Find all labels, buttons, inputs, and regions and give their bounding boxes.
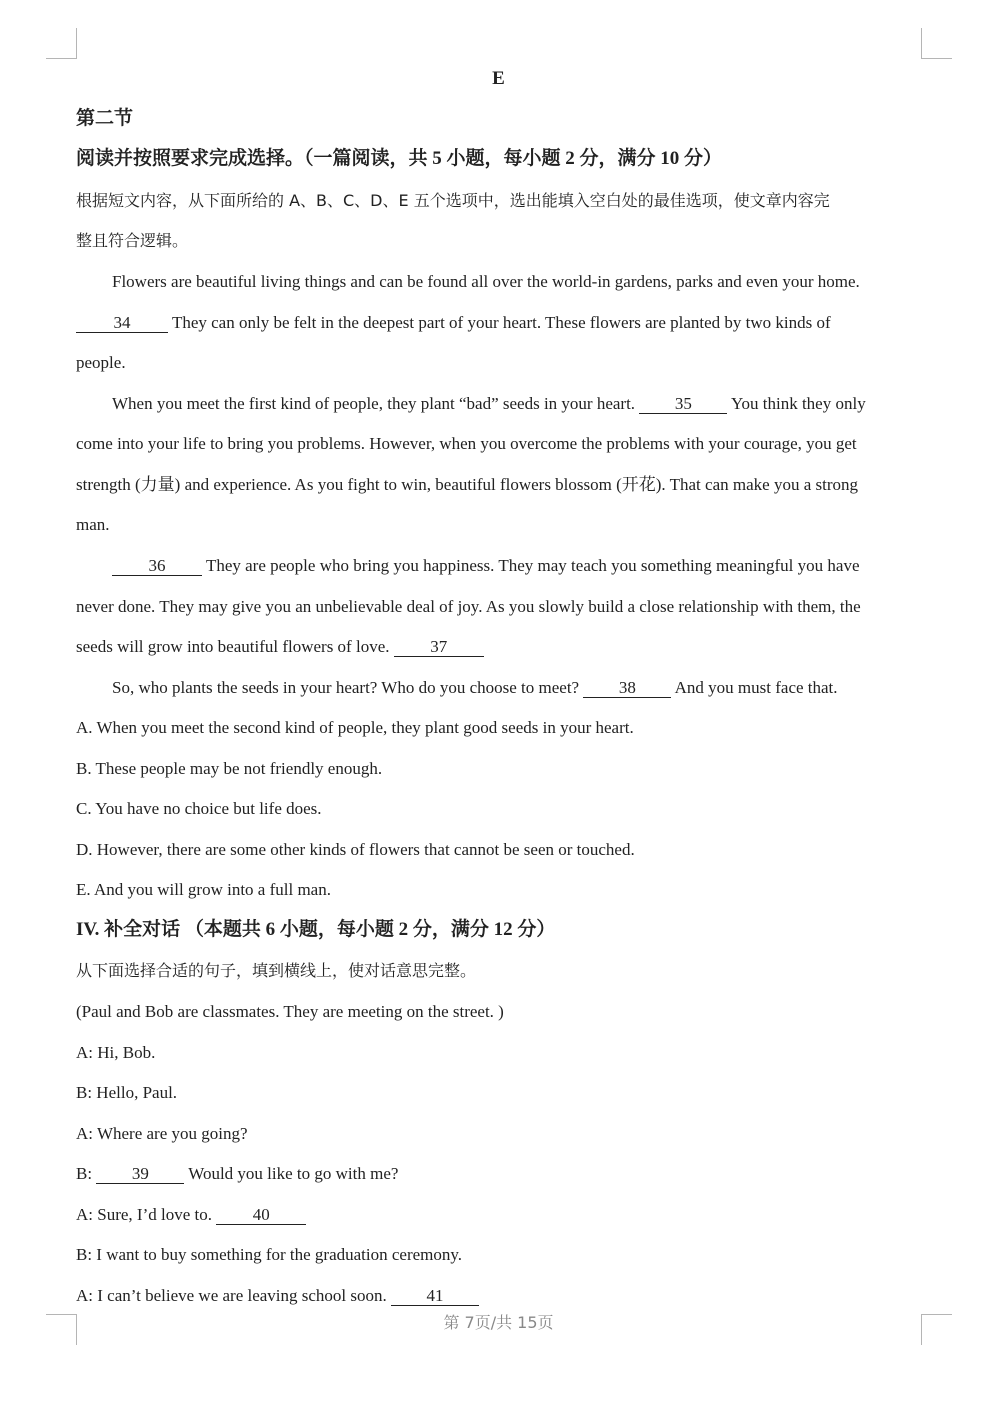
crop-mark-top-right: [921, 28, 952, 59]
dialog-line-4-speaker: B:: [76, 1164, 93, 1183]
section-title: 第二节: [76, 108, 134, 129]
option-d: D. However, there are some other kinds of flowers that cannot be seen or touched.: [76, 840, 635, 859]
paragraph-4-line-1-text-a: So, who plants the seeds in your heart? Who do you choose to meet?: [112, 678, 580, 697]
paragraph-3-line-3: [76, 636, 484, 658]
dialog-line-1: A: Hi, Bob.: [76, 1043, 156, 1062]
paragraph-1-line-2-text: They can only be felt in the deepest part of your heart. These flowers are planted by two kinds of: [171, 313, 831, 332]
option-b: B. These people may be not friendly enough.: [76, 759, 383, 778]
paragraph-4-line-1-text-b: And you must face that.: [674, 678, 838, 697]
option-e: E. And you will grow into a full man.: [76, 880, 331, 899]
dialog-line-6: B: I want to buy something for the graduation ceremony.: [76, 1245, 463, 1264]
part-4-header: IV. 补全对话 （本题共 6 小题，每小题 2 分，满分 12 分）: [76, 919, 556, 940]
dialog-line-5-text: A: Sure, I’d love to.: [76, 1205, 212, 1224]
paragraph-1-line-3: people.: [76, 353, 126, 372]
paragraph-2-line-1-text-b: You think they only: [730, 394, 866, 413]
blank-38[interactable]: 38: [583, 679, 671, 698]
paragraph-3-line-1-text: They are people who bring you happiness. They may teach you something meaningful you have: [205, 556, 860, 575]
paragraph-2-line-4: man.: [76, 515, 110, 534]
paragraph-2-line-3: strength (力量) and experience. As you fight to win, beautiful flowers blossom (开花). That can make you a strong: [76, 475, 858, 494]
dialog-line-3: A: Where are you going?: [76, 1124, 248, 1143]
crop-mark-top-left: [46, 28, 77, 59]
paragraph-2-line-1: [112, 393, 866, 415]
paragraph-2-line-2: come into your life to bring you problems. However, when you overcome the problems with your courage, you get: [76, 434, 857, 453]
dialog-line-4: [76, 1163, 398, 1185]
dialog-line-7: [76, 1285, 479, 1307]
part-4-instruction: 从下面选择合适的句子，填到横线上，使对话意思完整。: [76, 961, 477, 980]
dialog-intro: (Paul and Bob are classmates. They are meeting on the street. ): [76, 1002, 504, 1021]
section-letter: E: [492, 68, 505, 89]
dialog-line-2: B: Hello, Paul.: [76, 1083, 178, 1102]
dialog-line-5: [76, 1204, 306, 1226]
option-a: A. When you meet the second kind of people, they plant good seeds in your heart.: [76, 718, 634, 737]
reading-instruction-line-1: 根据短文内容，从下面所给的 A、B、C、D、E 五个选项中，选出能填入空白处的最佳选项，使文章内容完: [76, 191, 830, 210]
reading-instruction-line-2: 整且符合逻辑。: [76, 231, 189, 250]
paragraph-1-line-1: Flowers are beautiful living things and can be found all over the world-in gardens, parks and even your home.: [112, 272, 860, 291]
blank-35[interactable]: 35: [639, 395, 727, 414]
dialog-line-4-text: Would you like to go with me?: [188, 1164, 399, 1183]
dialog-line-7-text: A: I can’t believe we are leaving school soon.: [76, 1286, 387, 1305]
paragraph-3-line-2: never done. They may give you an unbelievable deal of joy. As you slowly build a close relationship with them, the: [76, 597, 861, 616]
blank-34[interactable]: 34: [76, 314, 168, 333]
paragraph-2-line-1-text-a: When you meet the first kind of people, they plant “bad” seeds in your heart.: [112, 394, 636, 413]
paragraph-4-line-1: [112, 677, 838, 699]
paragraph-3-line-1: [112, 555, 860, 577]
blank-40[interactable]: 40: [216, 1206, 306, 1225]
reading-header: 阅读并按照要求完成选择。（一篇阅读，共 5 小题，每小题 2 分，满分 10 分）: [76, 148, 723, 169]
paragraph-1-line-2: [76, 312, 831, 334]
page-footer: 第 7页/共 15页: [443, 1313, 554, 1332]
blank-41[interactable]: 41: [391, 1287, 479, 1306]
blank-39[interactable]: 39: [96, 1165, 184, 1184]
blank-37[interactable]: 37: [394, 638, 484, 657]
paragraph-3-line-3-text: seeds will grow into beautiful flowers of love.: [76, 637, 390, 656]
blank-36[interactable]: 36: [112, 557, 202, 576]
option-c: C. You have no choice but life does.: [76, 799, 322, 818]
